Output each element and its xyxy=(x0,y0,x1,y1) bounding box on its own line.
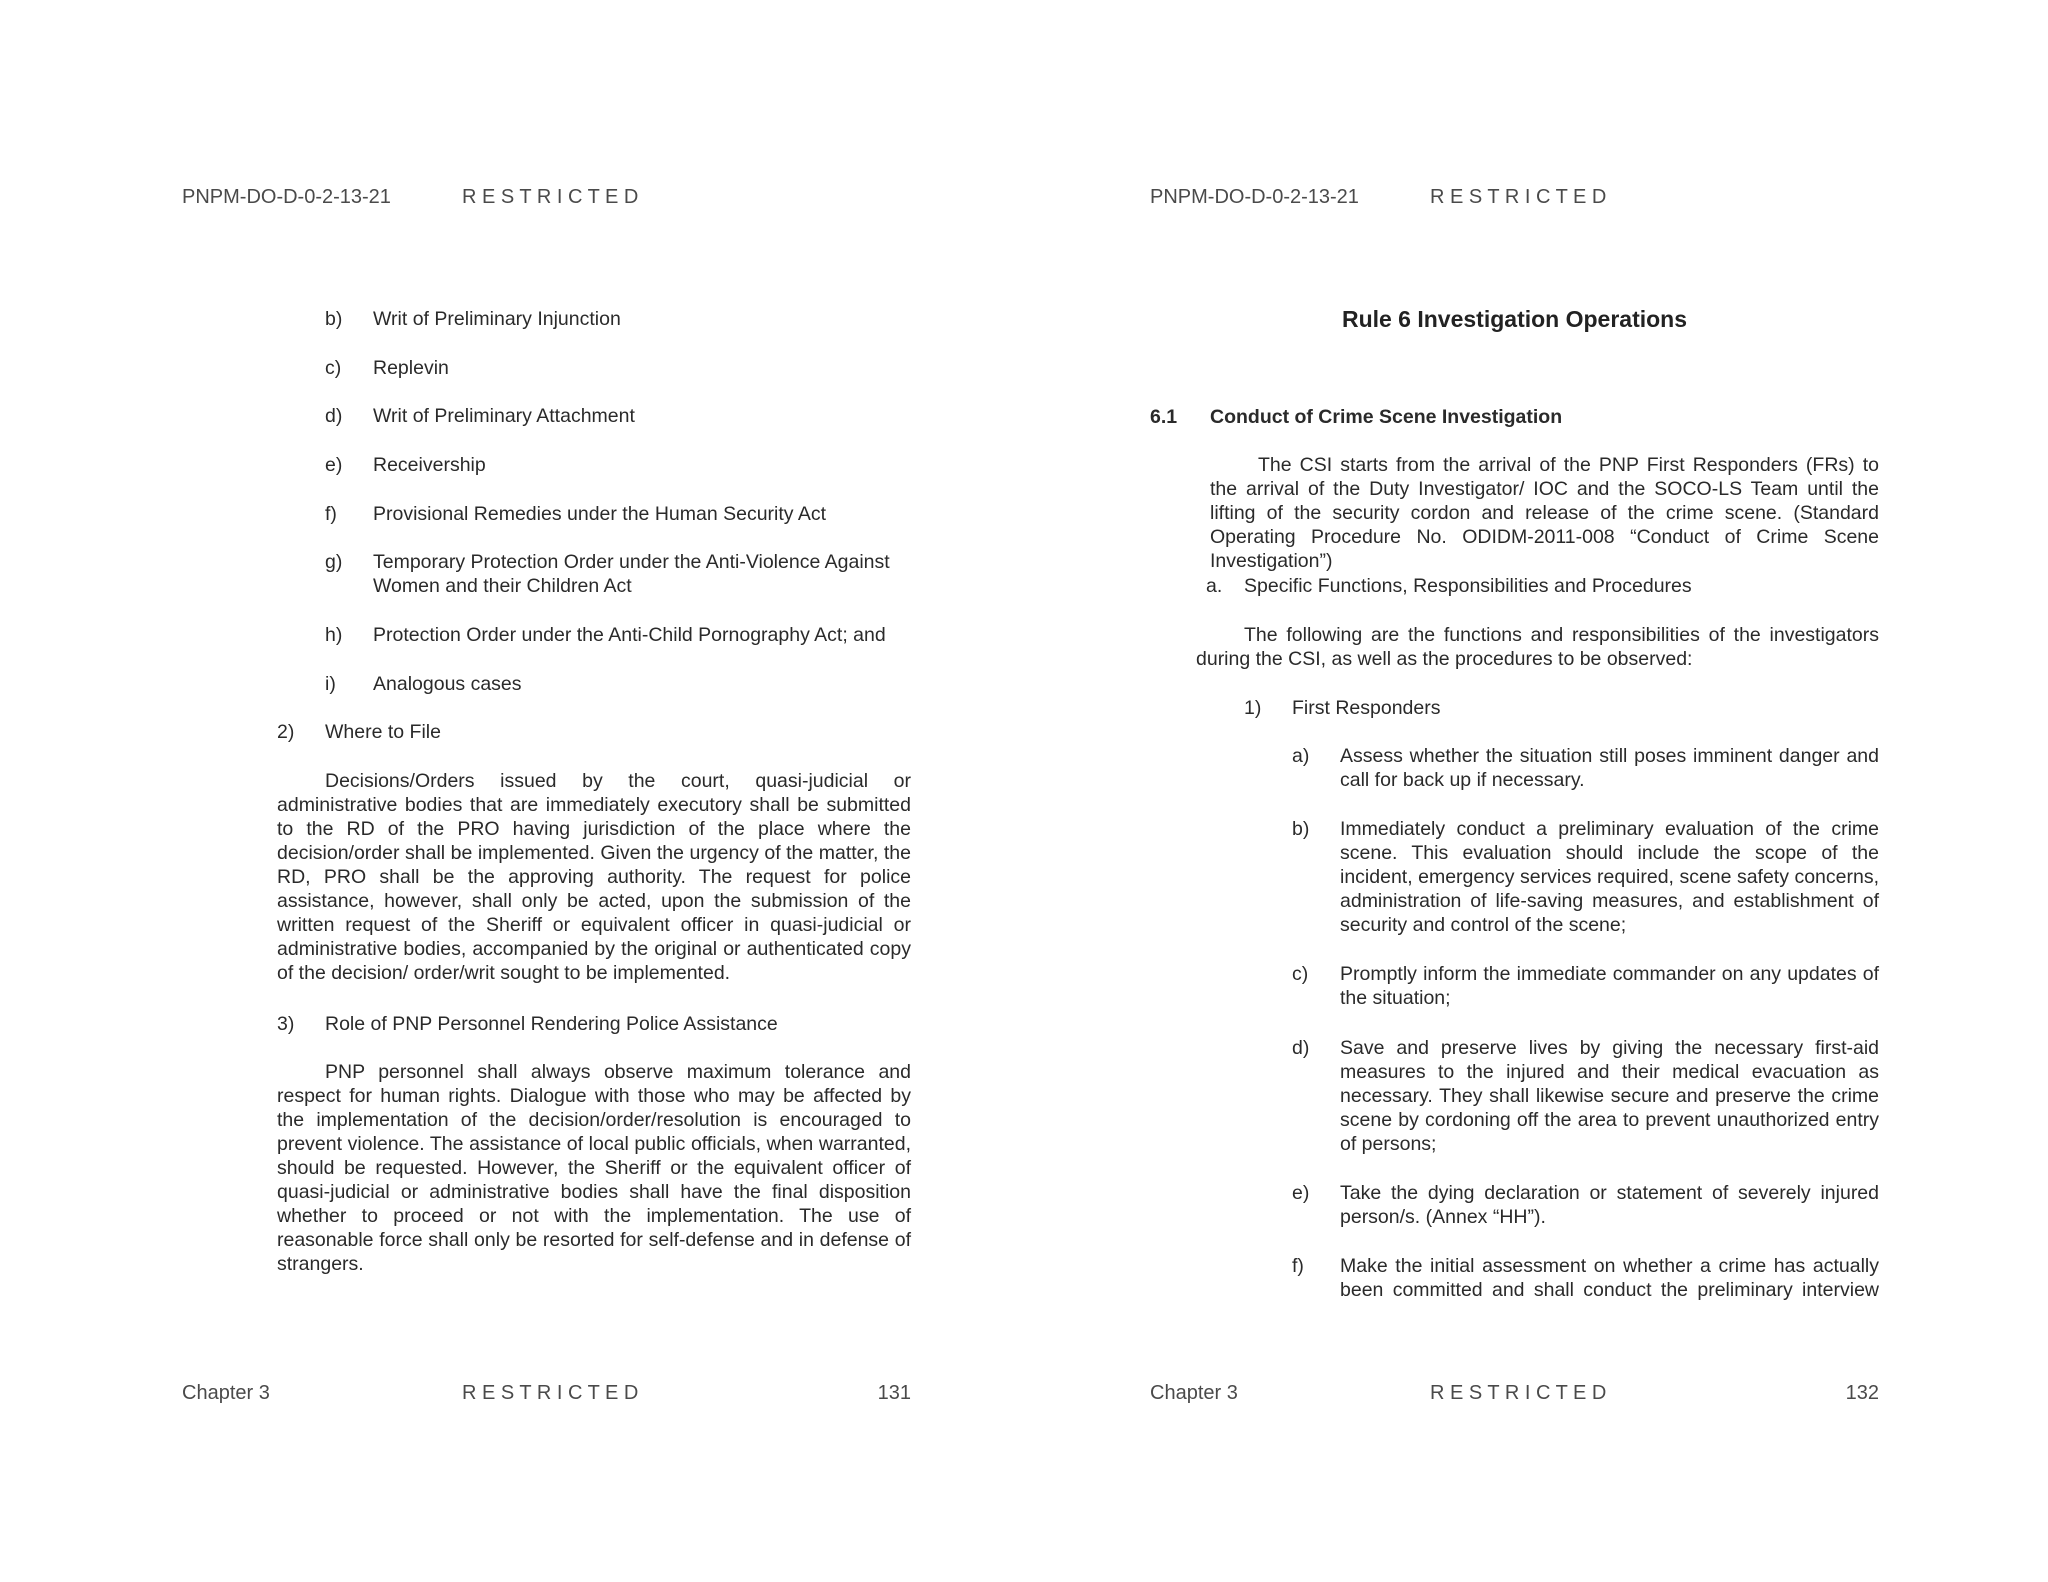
section-number: 6.1 xyxy=(1150,406,1178,428)
list-item-text: Replevin xyxy=(373,357,449,379)
page-number: 131 xyxy=(877,1382,911,1404)
section-heading: Where to File xyxy=(325,721,441,743)
list-item-marker: b) xyxy=(1292,818,1310,840)
list-item-text: Save and preserve lives by giving the necessary first-aid measures to the injured and their medical evacuation as necessary. They shall likewise secure and preserve the crime scene by cordoning off the area to prevent unauthorized entry of persons; xyxy=(1340,1037,1879,1155)
list-item-marker: f) xyxy=(325,503,337,525)
list-item-marker: g) xyxy=(325,551,343,573)
group-marker: 1) xyxy=(1244,697,1262,719)
subsection-marker: a. xyxy=(1206,575,1223,597)
intro-paragraph: The CSI starts from the arrival of the PNP First Responders (FRs) to the arrival of the Duty Investigator/ IOC and the SOCO-LS Team until the lifting of the security cordon and release of the crime scene. (Standard Operating Procedure No. ODIDM-2011-008 “Conduct of Crime Scene Investigation”) xyxy=(1210,454,1879,572)
list-item-marker: e) xyxy=(1292,1182,1310,1204)
section-paragraph: Decisions/Orders issued by the court, quasi-judicial or administrative bodies that are immediately executory shall be submitted to the RD of the PRO having jurisdiction of the place where the decision/order shall be implemented. Given the urgency of the matter, the RD, PRO shall be the approving authority. The request for police assistance, however, shall only be acted, upon the submission of the written request of the Sheriff or equivalent officer in quasi-judicial or administrative bodies, accompanied by the original or authenticated copy of the decision/ order/writ sought to be implemented. xyxy=(277,770,911,984)
list-item-text: Writ of Preliminary Attachment xyxy=(373,405,635,427)
section-title: Conduct of Crime Scene Investigation xyxy=(1210,406,1563,428)
footer-classification: R E S T R I C T E D xyxy=(462,1382,639,1404)
rule-title: Rule 6 Investigation Operations xyxy=(1341,306,1688,332)
list-item-text: Immediately conduct a preliminary evaluation of the crime scene. This evaluation should include the scope of the incident, emergency services required, scene safety concerns, administration of life-saving measures, and establishment of security and control of the scene; xyxy=(1340,818,1879,936)
section-paragraph: PNP personnel shall always observe maximum tolerance and respect for human rights. Dialogue with those who may be affected by the implementation of the decision/order/resolution is encouraged to prevent violence. The assistance of local public officials, when warranted, should be requested. However, the Sheriff or the equivalent officer of quasi-judicial or administrative bodies shall have the final disposition whether to proceed or not with the implementation. The use of reasonable force shall only be resorted for self-defense and in defense of strangers. xyxy=(277,1061,911,1275)
header-doc-code: PNPM-DO-D-0-2-13-21 xyxy=(182,186,391,208)
list-item-marker: h) xyxy=(325,624,343,646)
list-item-text: Provisional Remedies under the Human Security Act xyxy=(373,503,827,525)
section-marker: 2) xyxy=(277,721,295,743)
list-item-text: Promptly inform the immediate commander on any updates of the situation; xyxy=(1340,963,1879,1009)
list-item-marker: c) xyxy=(325,357,342,379)
list-item-marker: c) xyxy=(1292,963,1309,985)
list-item-text: Assess whether the situation still poses imminent danger and call for back up if necessary. xyxy=(1340,745,1879,791)
list-item-marker: e) xyxy=(325,454,343,476)
list-item-marker: f) xyxy=(1292,1255,1304,1277)
list-item-marker: a) xyxy=(1292,745,1310,767)
header-classification: R E S T R I C T E D xyxy=(1430,186,1607,208)
footer-classification: R E S T R I C T E D xyxy=(1430,1382,1607,1404)
list-item-text: Analogous cases xyxy=(373,673,522,695)
header-classification: R E S T R I C T E D xyxy=(462,186,639,208)
list-item-marker: d) xyxy=(325,405,343,427)
section-marker: 3) xyxy=(277,1013,295,1035)
group-title: First Responders xyxy=(1292,697,1441,719)
list-item-text: Make the initial assessment on whether a crime has actually been committed and shall conduct the preliminary interview xyxy=(1340,1255,1879,1301)
sub-intro-paragraph: The following are the functions and responsibilities of the investigators during the CSI, as well as the procedures to be observed: xyxy=(1196,624,1879,670)
list-item-marker: d) xyxy=(1292,1037,1310,1059)
list-item-marker: i) xyxy=(325,673,336,695)
subsection-title: Specific Functions, Responsibilities and Procedures xyxy=(1244,575,1692,597)
header-doc-code: PNPM-DO-D-0-2-13-21 xyxy=(1150,186,1359,208)
list-item-text: Take the dying declaration or statement of severely injured person/s. (Annex “HH”). xyxy=(1340,1182,1879,1228)
list-item-text: Protection Order under the Anti-Child Pornography Act; and xyxy=(373,624,886,646)
footer-chapter: Chapter 3 xyxy=(1150,1382,1238,1404)
list-item-text: Writ of Preliminary Injunction xyxy=(373,308,621,330)
right-page xyxy=(1024,0,2048,1582)
list-item-text: Receivership xyxy=(373,454,486,476)
footer-chapter: Chapter 3 xyxy=(182,1382,270,1404)
page-number: 132 xyxy=(1845,1382,1879,1404)
section-heading: Role of PNP Personnel Rendering Police Assistance xyxy=(325,1013,778,1035)
list-item-text: Temporary Protection Order under the Anti-Violence Against Women and their Children Act xyxy=(373,551,890,597)
list-item-marker: b) xyxy=(325,308,343,330)
